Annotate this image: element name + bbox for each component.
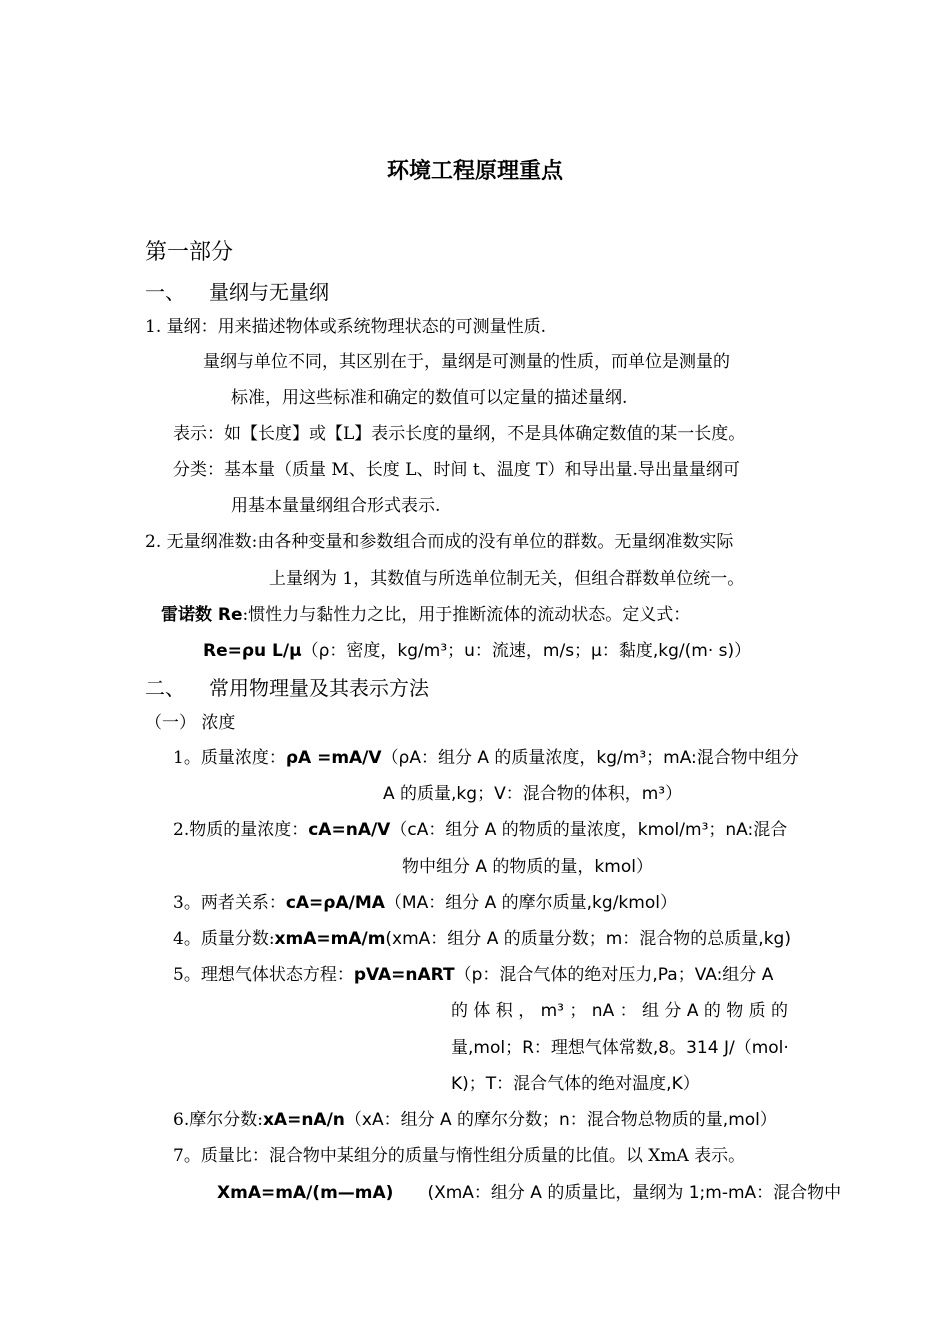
section-heading-1 — [145, 278, 329, 306]
reynolds-formula-line — [203, 639, 751, 663]
item-formula: xA=nA/n — [262, 1110, 345, 1130]
paragraph-line: 分类：基本量（质量 M、长度 L、时间 t、温度 T）和导出量.导出量量纲可 — [173, 460, 740, 480]
item-7: 7。质量比：混合物中某组分的质量与惰性组分质量的比值。以 XmA 表示。 — [173, 1146, 746, 1166]
item-prefix: 2.物质的量浓度： — [173, 820, 309, 840]
item-desc: （MA：组分 A 的摩尔质量,kg/kmol） — [384, 893, 677, 913]
item-prefix: 1。质量浓度： — [173, 748, 286, 768]
paragraph-line: 1. 量纲：用来描述物体或系统物理状态的可测量性质. — [145, 317, 547, 337]
reynolds-term: 雷诺数 Re — [161, 605, 243, 625]
item-2-continued: 物中组分 A 的物质的量，kmol） — [402, 857, 653, 877]
item-formula: cA=nA/V — [308, 820, 391, 840]
item-7-formula-line — [217, 1181, 841, 1205]
item-prefix: 6.摩尔分数: — [173, 1110, 263, 1130]
item-formula: pVA=nART — [353, 965, 455, 985]
item-formula: XmA=mA/(m—mA) — [217, 1183, 394, 1203]
section-title: 常用物理量及其表示方法 — [209, 676, 429, 700]
paragraph-line: 2. 无量纲准数:由各种变量和参数组合而成的没有单位的群数。无量纲准数实际 — [145, 532, 734, 552]
paragraph-line: 上量纲为 1，其数值与所选单位制无关，但组合群数单位统一。 — [269, 569, 745, 589]
part-heading: 第一部分 — [145, 240, 234, 265]
item-desc: (xmA：组分 A 的质量分数；m：混合物的总质量,kg) — [385, 929, 791, 949]
paragraph-line: 量纲与单位不同，其区别在于，量纲是可测量的性质，而单位是测量的 — [203, 352, 730, 372]
section-number: 二、 — [145, 676, 185, 700]
item-5-continued: 的 体 积 ， m³ ； nA ： 组 分 A 的 物 质 的 — [451, 1001, 789, 1021]
document-title: 环境工程原理重点 — [386, 158, 563, 184]
section-number: 一、 — [145, 280, 185, 304]
paragraph-line: 用基本量量纲组合形式表示. — [231, 496, 441, 516]
item-5-continued: K)；T：混合气体的绝对温度,K） — [451, 1074, 700, 1094]
item-3 — [173, 891, 677, 915]
item-formula: xmA=mA/m — [274, 929, 386, 949]
section-title: 量纲与无量纲 — [209, 280, 329, 304]
item-desc: （xA：组分 A 的摩尔分数；n：混合物总物质的量,mol） — [344, 1110, 777, 1130]
item-5 — [173, 963, 773, 987]
item-5-continued: 量,mol；R：理想气体常数,8。314 J/（mol· — [451, 1038, 789, 1058]
item-desc: (XmA：组分 A 的质量比，量纲为 1;m-mA：混合物中 — [427, 1183, 842, 1203]
item-prefix: 3。两者关系： — [173, 893, 286, 913]
item-formula: cA=ρA/MA — [285, 893, 385, 913]
reynolds-desc: （ρ：密度，kg/m³；u：流速，m/s；μ：黏度,kg/(m· s)） — [301, 641, 752, 661]
section-heading-2 — [145, 674, 429, 702]
item-desc: （ρA：组分 A 的质量浓度，kg/m³；mA:混合物中组分 — [381, 748, 799, 768]
reynolds-formula: Re=ρu L/μ — [203, 641, 302, 661]
reynolds-text: :惯性力与黏性力之比，用于推断流体的流动状态。定义式： — [242, 605, 691, 625]
paragraph-line: 标准，用这些标准和确定的数值可以定量的描述量纲. — [231, 388, 628, 408]
item-4 — [173, 927, 791, 951]
item-2 — [173, 818, 787, 842]
item-6 — [173, 1108, 777, 1132]
subsection-heading: （一） 浓度 — [145, 713, 236, 733]
item-prefix: 5。理想气体状态方程： — [173, 965, 354, 985]
reynolds-definition — [161, 603, 690, 627]
item-desc: （p：混合气体的绝对压力,Pa；VA:组分 A — [454, 965, 774, 985]
item-prefix: 4。质量分数: — [173, 929, 275, 949]
item-1 — [173, 746, 799, 770]
item-1-continued: A 的质量,kg；V：混合物的体积，m³） — [383, 784, 683, 804]
item-formula: ρA =mA/V — [285, 748, 382, 768]
paragraph-line: 表示：如【长度】或【L】表示长度的量纲，不是具体确定数值的某一长度。 — [173, 424, 746, 444]
item-desc: （cA：组分 A 的物质的量浓度，kmol/m³；nA:混合 — [390, 820, 788, 840]
